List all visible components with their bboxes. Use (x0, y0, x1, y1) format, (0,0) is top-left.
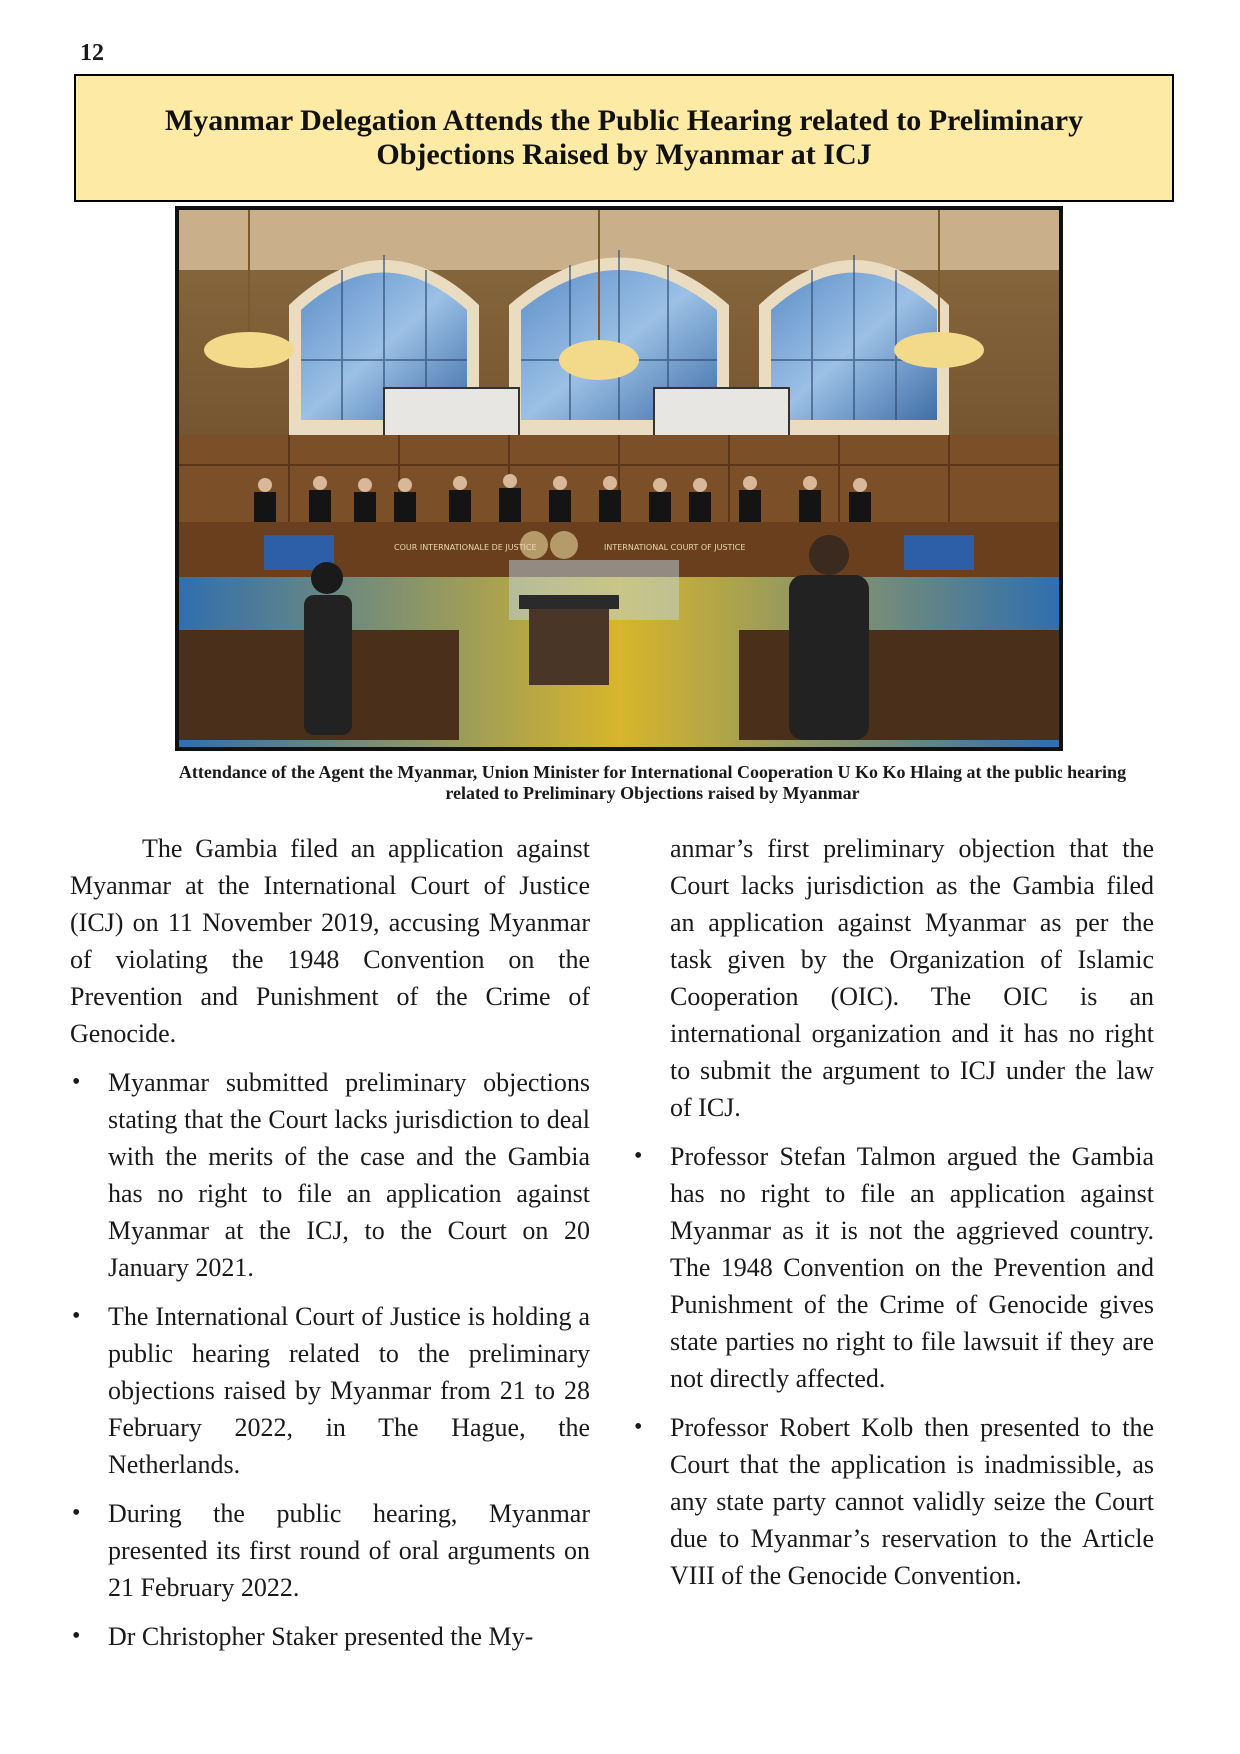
left-column (70, 830, 590, 1667)
page-number: 12 (80, 40, 104, 66)
bullet-item: • Professor Stefan Talmon argued the Gambia has no right to file an application against Myanmar as it is not the aggrieved country. The 1948 Convention on the Prevention and Punishment of the Crime of Genocide gives state parties no right to file lawsuit if they are not directly affected. (632, 1138, 1154, 1397)
left-bullet-list (70, 1064, 590, 1655)
bullet-item: • Myanmar submitted preliminary objections stating that the Court lacks jurisdiction to deal with the merits of the case and the Gambia has no right to file an application against Myanmar at the ICJ, to the Court on 20 January 2021. (70, 1064, 590, 1286)
courtroom-photo (175, 206, 1063, 751)
courtroom-illustration (179, 210, 1059, 747)
bullet-item: • The International Court of Justice is holding a public hearing related to the preliminary objections raised by Myanmar from 21 to 28 February 2022, in The Hague, the Netherlands. (70, 1298, 590, 1483)
title-box (74, 74, 1174, 202)
bullet-item: • Professor Robert Kolb then presented to the Court that the application is inadmissible, as any state party cannot validly seize the Court due to Myanmar’s reservation to the Article VIII of the Genocide Convention. (632, 1409, 1154, 1594)
bullet-item: • During the public hearing, Myanmar presented its first round of oral arguments on 21 February 2022. (70, 1495, 590, 1606)
continuation-paragraph: anmar’s first preliminary objection that the Court lacks jurisdiction as the Gambia filed an application against Myanmar as per the task given by the Organization of Islamic Cooperation (OIC). The OIC is an international organization and it has no right to submit the argument to ICJ under the law of ICJ. (670, 834, 1154, 1122)
intro-paragraph: The Gambia filed an application against Myanmar at the International Court of Justice (ICJ) on 11 November 2019, accusing Myanmar of violating the 1948 Convention on the Prevention and Punishment of the Crime of Genocide. (70, 834, 590, 1048)
bench-sign-left: COUR INTERNATIONALE DE JUSTICE (394, 543, 537, 552)
right-bullet-list (632, 1138, 1154, 1594)
bench-sign-right: INTERNATIONAL COURT OF JUSTICE (604, 543, 746, 552)
bullet-item: • Dr Christopher Staker presented the My- (70, 1618, 590, 1655)
right-column (632, 830, 1154, 1606)
photo-caption: Attendance of the Agent the Myanmar, Union Minister for International Cooperation U Ko Ko Hlaing at the public hearing related to Preliminary Objections raised by Myanmar (178, 762, 1127, 803)
article-title: Myanmar Delegation Attends the Public Hearing related to Preliminary Objections Raised by Myanmar at ICJ (164, 104, 1084, 171)
